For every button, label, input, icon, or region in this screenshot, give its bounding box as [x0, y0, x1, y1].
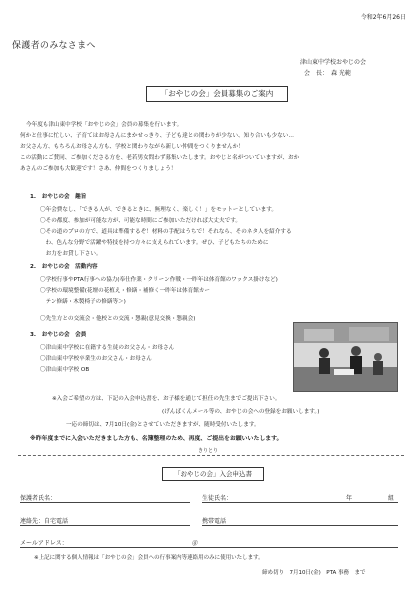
- list-item: 〇津山東中学校 OB: [40, 367, 90, 373]
- list-item: 〇年会費なし、「できる人が、できるときに、無理なく、楽しく！」をモットーとしています。: [40, 207, 278, 213]
- class-label: 組: [388, 495, 395, 502]
- list-item: 〇先生方との交流会・他校との交流・懇親(意見交換・懇親会): [40, 316, 196, 322]
- privacy-note: ※上記に関する個人情報は「おやじの会」会員への行事案内等連絡用のみに使用いたします。: [34, 555, 264, 561]
- form-title: 「おやじの会」入会申込書: [162, 467, 264, 481]
- email-label: メールアドレス：: [20, 540, 68, 547]
- intro-line: あさんのご参加も大歓迎です！さあ、仲間をつくりましょう！: [20, 166, 177, 172]
- list-item: お力をお貸し下さい。: [40, 251, 102, 257]
- home-phone-label: 連絡先：自宅電話: [20, 518, 69, 525]
- list-item: わ、色んな分野で活躍や特技を持つ方々に支えられています。ぜひ、子どもたちのために: [40, 240, 269, 246]
- student-name-field[interactable]: [202, 502, 398, 503]
- cut-label: きりとり: [198, 448, 219, 454]
- section-heading-members: 3. おやじの会 会員: [30, 332, 87, 338]
- date: 令和2年6月26日: [360, 14, 406, 21]
- email-field[interactable]: [20, 547, 398, 548]
- note-registration: (げんばくんメール等の、おやじの会への登録をお願いします。): [162, 409, 320, 415]
- list-item: テン修繕・木製椅子の修繕等＞): [40, 299, 126, 305]
- organization: 津山東中学校おやじの会: [300, 59, 367, 66]
- at-mark: ＠: [192, 540, 199, 547]
- list-item: 〇その都度、参加が可能な方が、可能な時間にご参加いただければ大丈夫です。: [40, 218, 241, 224]
- list-item: 〇津山東中学校卒業生のお父さん・お母さん: [40, 356, 152, 362]
- note-deadline: 一応の締切は、7月10日(金)とさせていただきますが、随時受付いたします。: [66, 422, 260, 428]
- list-item: 〇津山東中学校に在籍する生徒のお父さん・お母さん: [40, 345, 175, 351]
- section-heading-purpose: 1. おやじの会 趣旨: [30, 194, 87, 200]
- mobile-phone-field[interactable]: [202, 525, 398, 526]
- document-title: 「おやじの会」会員募集のご案内: [146, 86, 288, 102]
- intro-line: 今年度も津山東中学校「おやじの会」会員の募集を行います。: [26, 122, 183, 128]
- home-phone-field[interactable]: [20, 525, 190, 526]
- note-resubmit: ※昨年度までに入会いただきました方も、名簿整理のため、再度、ご提出をお願いいたします。: [30, 436, 283, 442]
- section-heading-activities: 2. おやじの会 活動内容: [30, 264, 98, 270]
- guardian-name-label: 保護者氏名：: [20, 495, 57, 502]
- guardian-name-field[interactable]: [20, 502, 190, 503]
- note-submission: ※入会ご希望の方は、下記の入会申込書を、お子様を通じて担任の先生までご提出下さい。: [52, 396, 281, 402]
- activity-photo: [293, 322, 398, 392]
- grade-label: 年: [346, 495, 353, 502]
- cut-line: [18, 455, 404, 456]
- sender: 会 長： 森 光範: [304, 70, 351, 77]
- student-name-label: 生徒氏名：: [202, 495, 233, 502]
- intro-line: お父さん方、もちろんお母さん方も、学校と関わりながら新しい仲間をつくりませんか！: [20, 144, 244, 150]
- deadline-note: 締め切り 7月10日(金) PTA 事務 まで: [262, 570, 366, 576]
- addressee: 保護者のみなさまへ: [12, 41, 96, 51]
- list-item: 〇その道のプロの方で、道具は準備するぞ！材料の手配はうちで！それなら、そのネタ人を紹介する: [40, 229, 292, 235]
- workers-photo-illustration: [294, 323, 397, 391]
- list-item: 〇学校行事やPTA行事への協力(奉仕作業・クリーン作戦・一昨年は体育館のワックス掛けなど): [40, 277, 278, 283]
- intro-line: この活動にご賛同、ご参加くださる方を、老若男女問わず募集いたします。おやじと名がついていますが、おか: [20, 155, 300, 161]
- mobile-phone-label: 携帯電話: [202, 518, 227, 525]
- list-item: 〇学校の環境整備(花壇の花植え・修繕・補修く一昨年は体育館カー: [40, 288, 210, 294]
- intro-line: 何かと仕事に忙しい、子育てはお母さんにまかせっきり、子ども達との関わりが少ない、知り合いも少ない…: [20, 133, 294, 139]
